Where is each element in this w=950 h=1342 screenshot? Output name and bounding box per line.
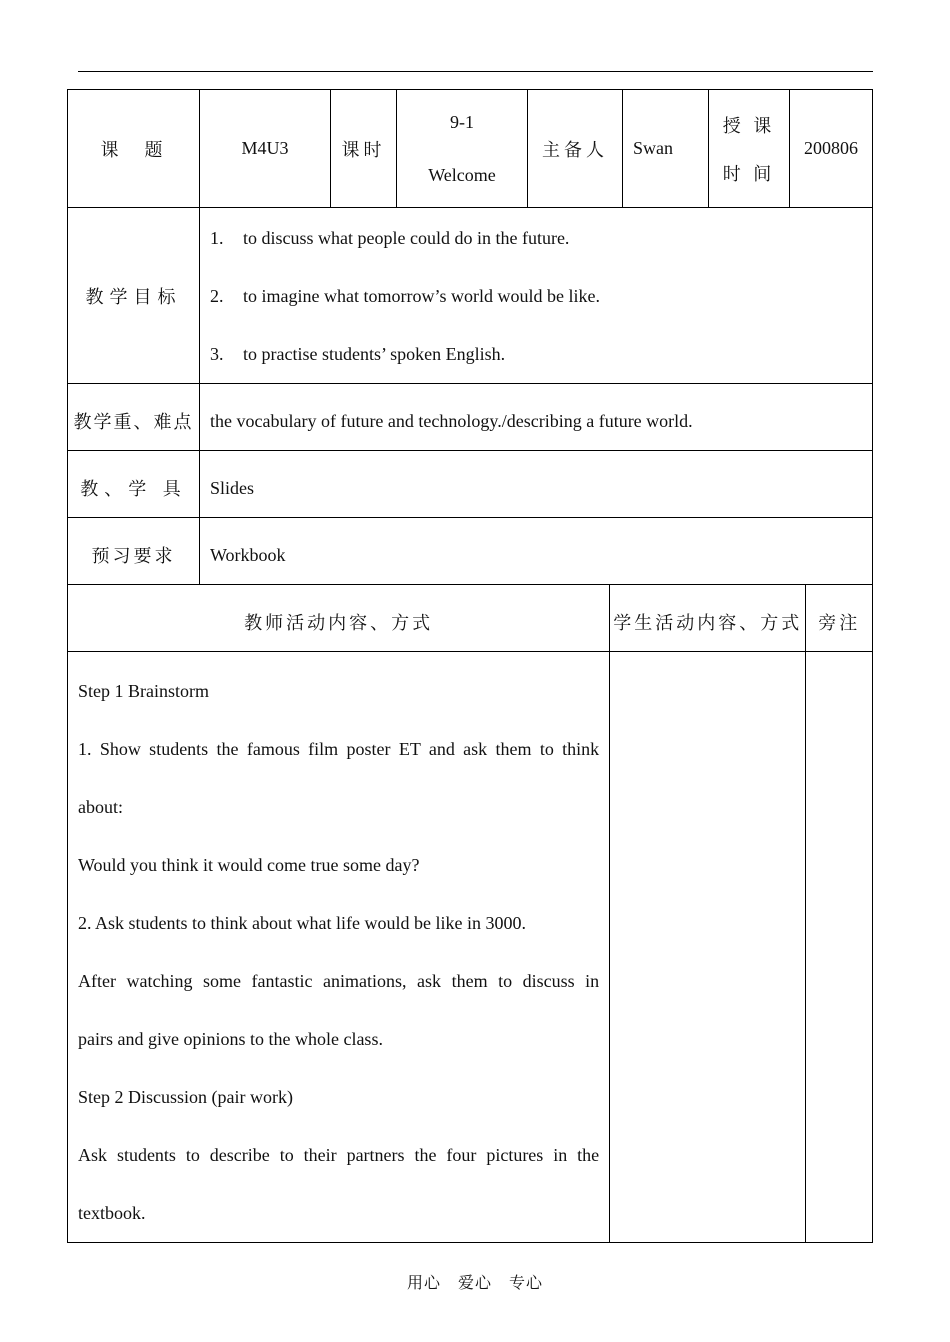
info-row bbox=[68, 90, 873, 208]
key-points-row bbox=[68, 384, 873, 451]
objective-item: 1. to discuss what people could do in the future. bbox=[210, 227, 570, 248]
tools-text: Slides bbox=[200, 451, 873, 518]
objectives-label: 教学目标 bbox=[68, 208, 200, 384]
activity-line: After watching some fantastic animations, ask them to discuss in bbox=[78, 971, 600, 991]
period-number: 9-1 bbox=[450, 111, 474, 132]
objective-item: 2. to imagine what tomorrow’s world would be like. bbox=[210, 285, 600, 306]
activity-line: Step 1 Brainstorm bbox=[78, 681, 209, 701]
activity-line: about: bbox=[78, 797, 123, 817]
student-activity-header: 学生活动内容、方式 bbox=[610, 585, 806, 652]
activity-line: textbook. bbox=[78, 1203, 146, 1223]
footer-text-a: 用心 bbox=[406, 1275, 441, 1292]
footer-text-c: 专心 bbox=[509, 1275, 544, 1292]
preview-row bbox=[68, 518, 873, 585]
activity-line: pairs and give opinions to the whole class. bbox=[78, 1029, 383, 1049]
objectives-row bbox=[68, 208, 873, 384]
tools-label: 教、学 具 bbox=[68, 451, 200, 518]
period-label: 课时 bbox=[331, 90, 397, 208]
preparer-label: 主备人 bbox=[528, 90, 623, 208]
period-value bbox=[397, 90, 528, 208]
notes-column bbox=[806, 652, 872, 1243]
lesson-plan-table bbox=[67, 89, 873, 1243]
footer-text-b: 爱心 bbox=[457, 1275, 492, 1292]
activity-header-row bbox=[68, 585, 872, 652]
header-rule bbox=[78, 71, 873, 72]
activity-body-row bbox=[68, 652, 872, 1243]
student-activities bbox=[610, 652, 806, 1243]
preparer-value: Swan bbox=[623, 90, 709, 208]
time-value: 200806 bbox=[790, 90, 873, 208]
subject-label: 课 题 bbox=[68, 90, 200, 208]
activity-table bbox=[68, 585, 872, 1242]
objectives-content bbox=[200, 208, 873, 384]
preview-label: 预习要求 bbox=[68, 518, 200, 585]
activity-line: 1. Show students the famous film poster ET and ask them to think bbox=[78, 739, 600, 759]
objective-item: 3. to practise students’ spoken English. bbox=[210, 343, 506, 364]
teacher-activities bbox=[68, 652, 610, 1243]
notes-header: 旁注 bbox=[806, 585, 872, 652]
teacher-activity-header: 教师活动内容、方式 bbox=[68, 585, 610, 652]
activity-line: Ask students to describe to their partners the four pictures in the bbox=[78, 1145, 600, 1165]
page-footer bbox=[0, 1270, 950, 1293]
preview-text: Workbook bbox=[200, 518, 873, 585]
activity-line: Step 2 Discussion (pair work) bbox=[78, 1087, 293, 1107]
key-points-text: the vocabulary of future and technology./describing a future world. bbox=[200, 384, 873, 451]
subject-value: M4U3 bbox=[200, 90, 331, 208]
period-topic: Welcome bbox=[428, 164, 496, 185]
tools-row bbox=[68, 451, 873, 518]
time-label: 授 课 时 间 bbox=[709, 90, 790, 208]
activity-line: Would you think it would come true some day? bbox=[78, 855, 420, 875]
activity-line: 2. Ask students to think about what life would be like in 3000. bbox=[78, 913, 526, 933]
key-points-label: 教学重、难点 bbox=[68, 384, 200, 451]
activity-section-row bbox=[68, 585, 873, 1243]
